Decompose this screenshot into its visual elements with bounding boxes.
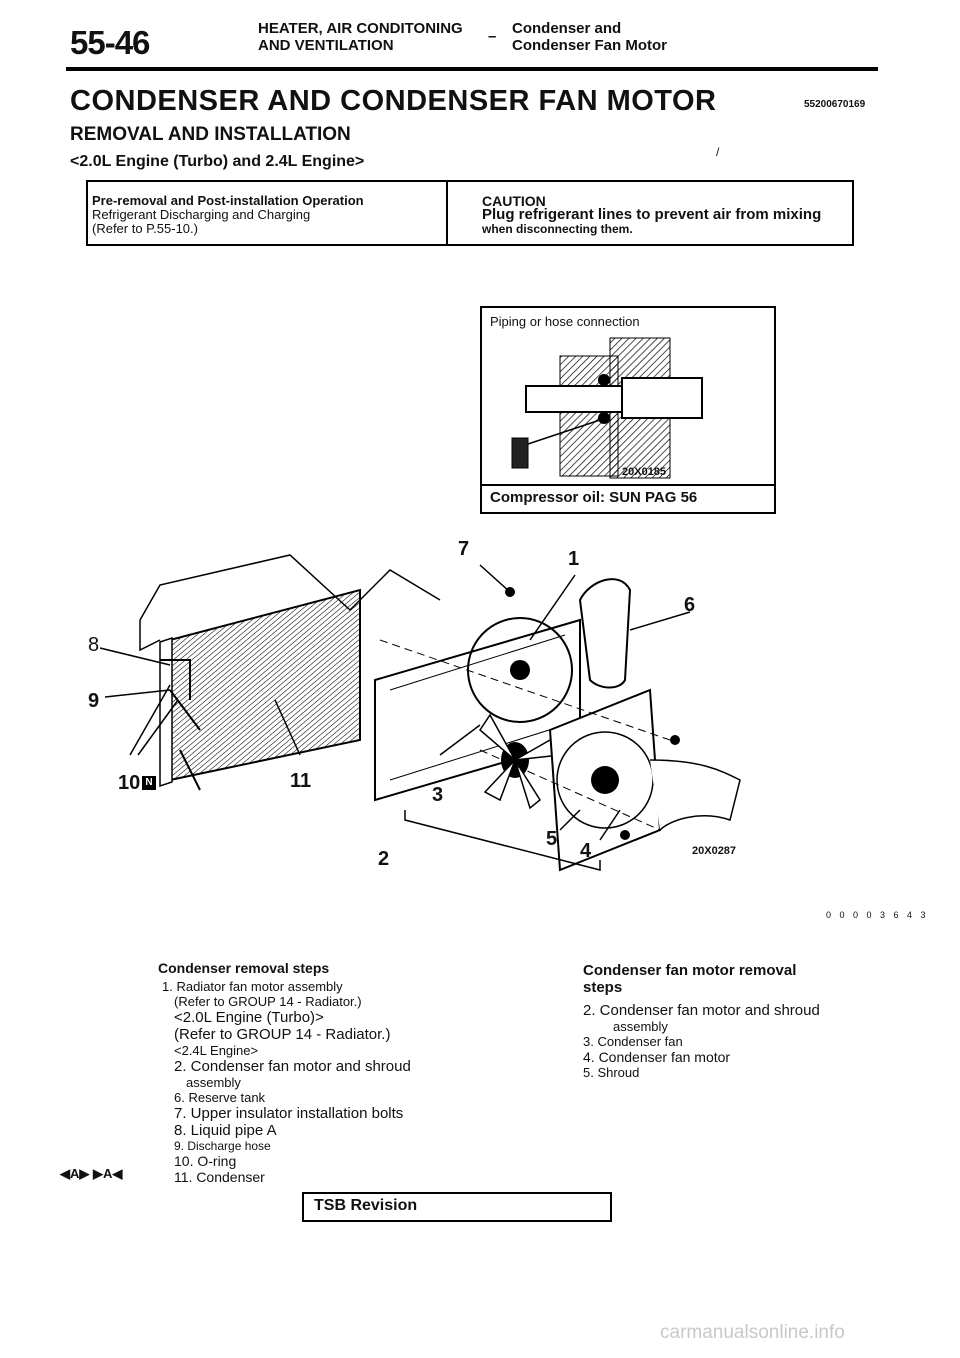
callout-2: 2: [378, 848, 390, 870]
section-heading: REMOVAL AND INSTALLATION: [70, 124, 351, 145]
pipe-connection-drawing: [482, 308, 774, 484]
callout-10-n-mark: N: [142, 776, 156, 790]
step-item: 1. Radiator fan motor assembly: [162, 979, 343, 994]
step-reference: (Refer to GROUP 14 - Radiator.): [174, 994, 362, 1009]
fan-step-item: 3. Condenser fan: [583, 1034, 683, 1049]
fan-steps-heading-line2: steps: [583, 979, 623, 996]
page-title: CONDENSER AND CONDENSER FAN MOTOR: [70, 85, 717, 117]
step-item: 8. Liquid pipe A: [174, 1122, 277, 1139]
step-item: 6. Reserve tank: [174, 1090, 266, 1105]
step-item: 9. Discharge hose: [174, 1139, 271, 1153]
header-dash: –: [488, 28, 497, 45]
callout-6: 6: [684, 594, 696, 616]
callout-8: 8: [88, 634, 100, 656]
callout-9: 9: [88, 690, 100, 712]
figure-code: 20X0287: [692, 845, 737, 857]
step-applicability: <2.4L Engine>: [174, 1043, 259, 1058]
callout-1: 1: [568, 548, 580, 570]
fan-motor-removal-steps: [583, 962, 873, 1080]
tsb-revision-label: TSB Revision: [314, 1197, 418, 1214]
stray-mark: /: [716, 145, 720, 159]
fan-step-item-cont: assembly: [613, 1019, 668, 1034]
callout-5: 5: [546, 828, 558, 850]
o-ring-top: [598, 374, 610, 386]
step-item: 2. Condenser fan motor and shroud: [174, 1058, 411, 1075]
service-point-markers: ◀A▶ ▶A◀: [60, 1166, 123, 1181]
step-item: 10. O-ring: [174, 1153, 237, 1169]
step-item-cont: assembly: [186, 1075, 241, 1090]
exploded-view-drawing: [60, 530, 900, 890]
figure-reference-number: 0 0 0 0 3 6 4 3: [826, 910, 929, 920]
condenser-fan-motor: [591, 766, 619, 794]
step-item: 11. Condenser: [174, 1169, 265, 1185]
shroud-bolt: [620, 830, 630, 840]
section-title-line1: HEATER, AIR CONDITONING: [258, 20, 463, 37]
condenser-core: [170, 590, 360, 780]
callout-7: 7: [458, 538, 470, 560]
fan-step-item: 4. Condenser fan motor: [583, 1049, 731, 1065]
pipe-left: [526, 386, 626, 412]
radiator: [375, 620, 580, 800]
callout-11: 11: [290, 770, 312, 792]
operation-line: Refrigerant Discharging and Charging: [92, 207, 311, 222]
step-item: 7. Upper insulator installation bolts: [174, 1105, 404, 1122]
caution-box: [446, 180, 854, 246]
inset-caption: Piping or hose connection: [490, 314, 640, 329]
motor-harness: [650, 760, 740, 830]
tsb-revision-box: [302, 1192, 612, 1222]
removal-steps-heading: Condenser removal steps: [158, 960, 330, 976]
compressor-oil-spec: Compressor oil: SUN PAG 56: [490, 489, 698, 506]
reserve-tank: [580, 579, 630, 687]
subsection-title-line2: Condenser Fan Motor: [512, 37, 668, 54]
inset-code: 20X0185: [622, 466, 667, 478]
engine-applicability: <2.0L Engine (Turbo) and 2.4L Engine>: [70, 153, 365, 170]
operation-reference: (Refer to P.55-10.): [92, 221, 198, 236]
caution-label: CAUTION: [482, 193, 546, 209]
caution-text-line2: when disconnecting them.: [482, 222, 633, 236]
doc-code: 55200670169: [804, 99, 866, 110]
watermark: carmanualsonline.info: [660, 1322, 845, 1343]
section-title-line2: AND VENTILATION: [258, 37, 394, 54]
step-applicability: <2.0L Engine (Turbo)>: [174, 1009, 324, 1026]
inset-divider: [482, 484, 774, 486]
callout-10: 10: [118, 772, 141, 794]
oil-can-icon: [512, 438, 528, 468]
section-title: [258, 20, 463, 54]
pipe-right: [622, 378, 702, 418]
callout-3: 3: [432, 784, 444, 806]
fan-step-item: 5. Shroud: [583, 1065, 640, 1080]
subsection-title-line1: Condenser and: [512, 20, 622, 37]
operation-box: [86, 180, 448, 246]
shroud-bolt: [670, 735, 680, 745]
page-number: 55-46: [70, 24, 150, 61]
step-reference: (Refer to GROUP 14 - Radiator.): [174, 1026, 391, 1043]
o-ring-bottom: [598, 412, 610, 424]
pipe-connection-inset: [480, 306, 776, 514]
bracket-end: [140, 620, 160, 650]
operation-heading: Pre-removal and Post-installation Operation: [92, 193, 364, 208]
fan-step-item: 2. Condenser fan motor and shroud: [583, 1002, 820, 1019]
fan-steps-heading-line1: Condenser fan motor removal: [583, 962, 797, 979]
caution-text-line1: Plug refrigerant lines to prevent air from mixing: [482, 206, 822, 223]
subsection-title: [512, 20, 667, 54]
header-rule: [66, 67, 878, 71]
condenser-removal-steps: [150, 960, 450, 1185]
callout-4: 4: [580, 840, 592, 862]
